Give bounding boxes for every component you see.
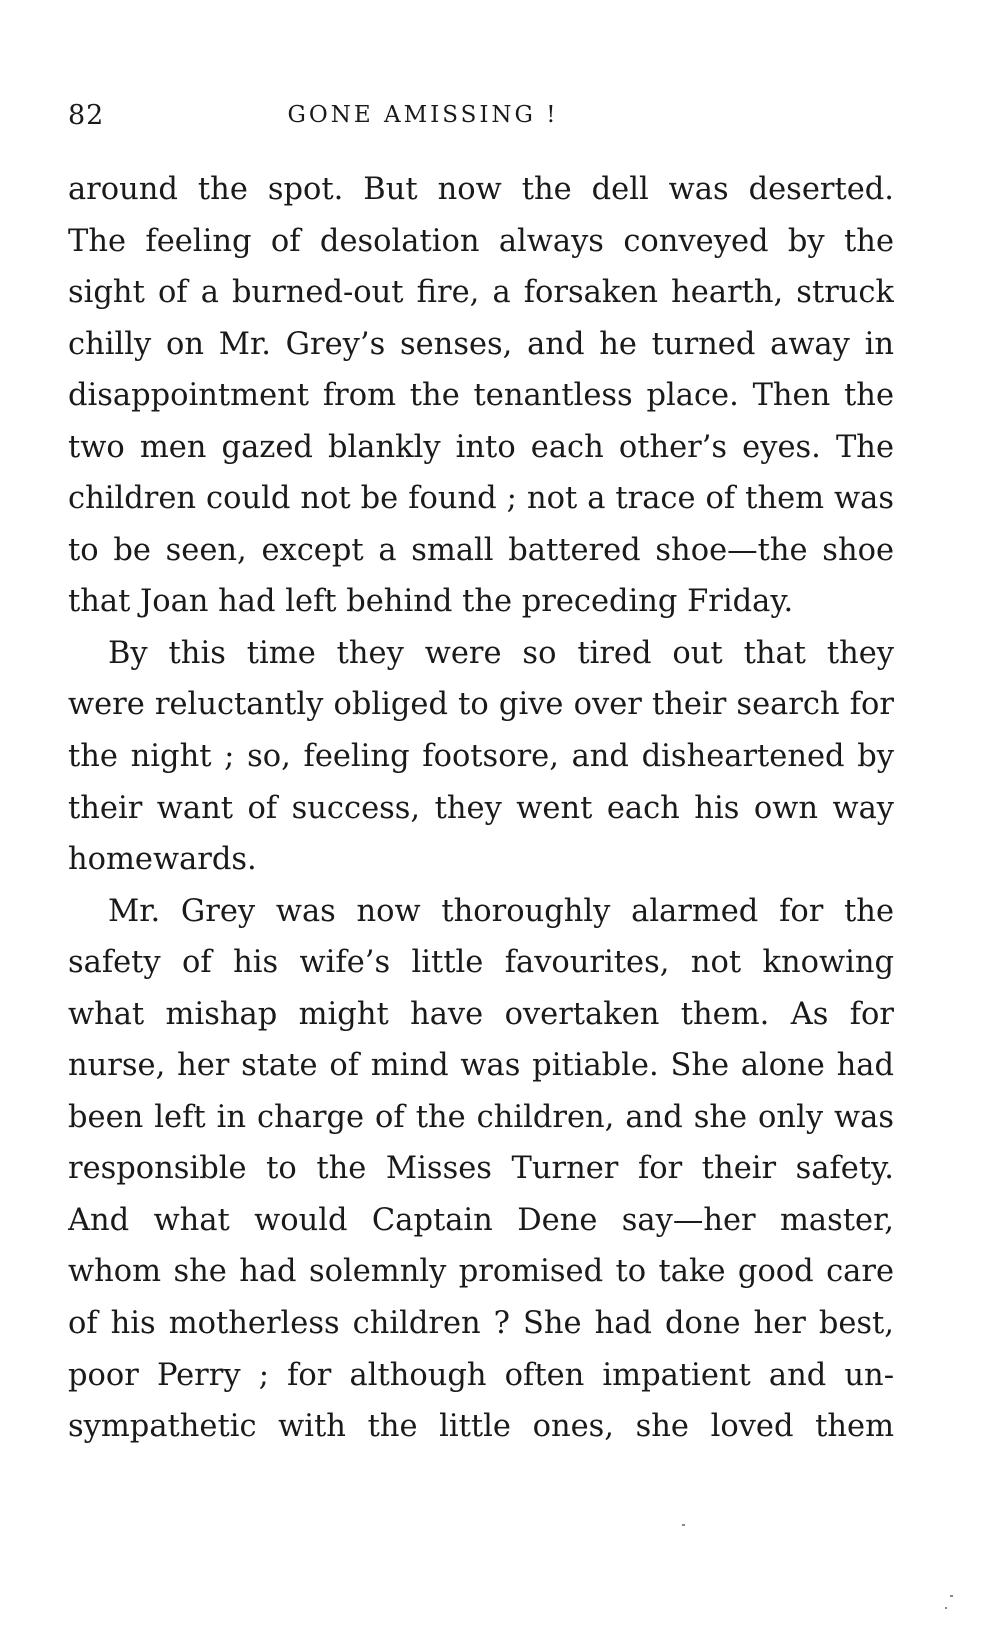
text-line: the night ; so, feeling footsore, and disheartened by (68, 739, 894, 775)
text-line: nurse, her state of mind was pitiable. She alone had (68, 1048, 894, 1084)
text-line: responsible to the Misses Turner for their safety. (68, 1151, 894, 1187)
text-line: sight of a burned-out fire, a forsaken hearth, struck (68, 275, 894, 311)
text-line: By this time they were so tired out that they (108, 635, 894, 671)
text-line: The feeling of desolation always conveyed by the (68, 223, 894, 259)
paper-speck (950, 1595, 953, 1597)
paper-speck (945, 1607, 947, 1609)
text-line: And what would Captain Dene say—her master, (68, 1202, 894, 1238)
paper-speck (682, 1524, 685, 1526)
text-line: that Joan had left behind the preceding Friday. (68, 584, 794, 620)
text-line: poor Perry ; for although often impatient and un- (68, 1357, 894, 1393)
text-line: Mr. Grey was now thoroughly alarmed for the (108, 893, 894, 929)
text-line: sympathetic with the little ones, she loved them (68, 1409, 894, 1445)
text-line: homewards. (68, 842, 257, 878)
text-line: two men gazed blankly into each other’s eyes. The (68, 429, 894, 465)
text-line: were reluctantly obliged to give over their search for (68, 687, 894, 723)
body-text (68, 164, 894, 1453)
text-line: whom she had solemnly promised to take good care (68, 1254, 894, 1290)
running-title: GONE AMISSING ! (287, 102, 559, 128)
text-line: around the spot. But now the dell was deserted. (68, 172, 894, 207)
text-line: disappointment from the tenantless place. Then the (68, 378, 894, 414)
text-line: of his motherless children ? She had done her best, (68, 1306, 894, 1342)
text-line: their want of success, they went each his own way (68, 790, 894, 826)
text-line: been left in charge of the children, and she only was (68, 1099, 894, 1135)
text-line: children could not be found ; not a trace of them was (68, 481, 894, 517)
text-line: chilly on Mr. Grey’s senses, and he turned away in (68, 326, 894, 362)
text-line: to be seen, except a small battered shoe—the shoe (68, 532, 894, 568)
page-number: 82 (68, 100, 105, 131)
text-line: what mishap might have overtaken them. As for (68, 996, 894, 1032)
text-line: safety of his wife’s little favourites, not knowing (68, 945, 894, 981)
running-head (68, 100, 898, 140)
